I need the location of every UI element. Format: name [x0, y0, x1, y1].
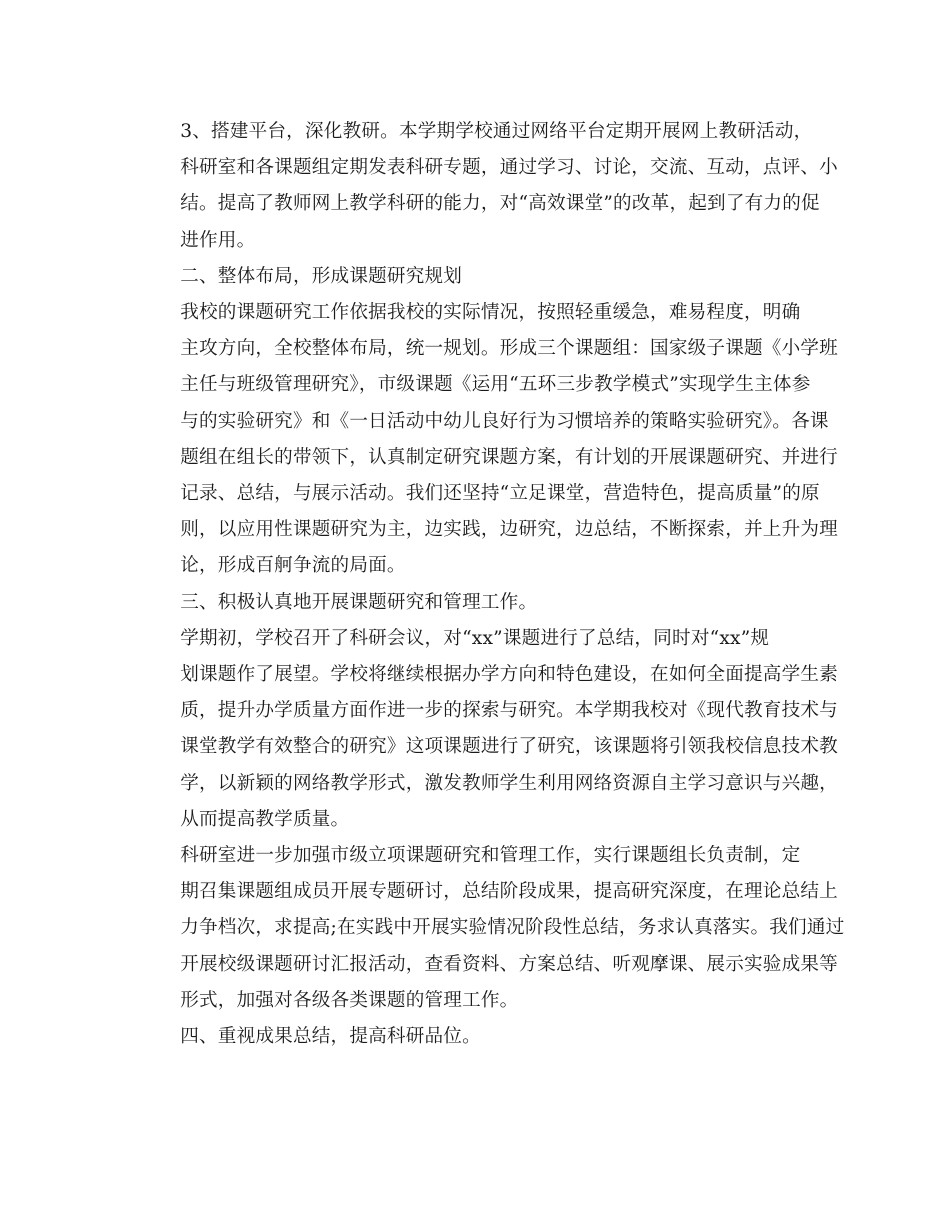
text-line: 划课题作了展望。学校将继续根据办学方向和特色建设，在如何全面提高学生素: [180, 664, 838, 686]
text-line: 与的实验研究》和《一日活动中幼儿良好行为习惯培养的策略实验研究》。各课: [180, 410, 829, 432]
document-body: [143, 114, 845, 1055]
text-line: 科研室和各课题组定期发表科研专题，通过学习、讨论，交流、互动，点评、小: [180, 157, 838, 179]
paragraph-research-planning: [143, 295, 838, 585]
text-line: 3、搭建平台，深化教研。本学期学校通过网络平台定期开展网上教研活动，: [180, 121, 813, 142]
paragraph-semester-start: [143, 621, 838, 838]
text-line: 形式，加强对各级各类课题的管理工作。: [180, 989, 519, 1011]
text-line: 学期初，学校召开了科研会议，对“xx”课题进行了总结，同时对“xx”规: [180, 627, 770, 649]
text-line: 从而提高教学质量。: [180, 808, 350, 830]
text-line: 学，以新颖的网络教学形式，激发教师学生利用网络资源自主学习意识与兴趣，: [180, 772, 838, 794]
paragraph-management: [143, 838, 845, 1019]
text-line: 课堂教学有效整合的研究》这项课题进行了研究，该课题将引领我校信息技术教: [180, 736, 838, 758]
text-line: 科研室进一步加强市级立项课题研究和管理工作，实行课题组长负责制，定: [180, 845, 801, 867]
heading-line: 三、积极认真地开展课题研究和管理工作。: [180, 591, 538, 613]
heading-line: 二、整体布局，形成课题研究规划: [180, 265, 463, 287]
text-line: 我校的课题研究工作依据我校的实际情况，按照轻重缓急，难易程度，明确: [180, 302, 801, 324]
text-line: 则，以应用性课题研究为主，边实践，边研究，边总结，不断探索，并上升为理: [180, 519, 838, 541]
text-line: 质，提升办学质量方面作进一步的探索与研究。本学期我校对《现代教育技术与: [180, 700, 838, 722]
section-heading-2: [143, 259, 807, 295]
text-line: 主任与班级管理研究》，市级课题《运用“五环三步教学模式”实现学生主体参: [180, 374, 811, 396]
text-line: 力争档次，求提高;在实践中开展实验情况阶段性总结，务求认真落实。我们通过: [180, 917, 845, 939]
text-line: 论，形成百舸争流的局面。: [180, 555, 406, 577]
text-line: 记录、总结，与展示活动。我们还坚持“立足课堂，营造特色，提高质量”的原: [180, 483, 820, 505]
heading-line: 四、重视成果总结，提高科研品位。: [180, 1026, 481, 1048]
text-line: 期召集课题组成员开展专题研讨，总结阶段成果，提高研究深度，在理论总结上: [180, 881, 838, 903]
text-line: 结。提高了教师网上教学科研的能力，对“高效课堂”的改革，起到了有力的促: [180, 193, 820, 215]
text-line: 题组在组长的带领下，认真制定研究课题方案，有计划的开展课题研究、并进行: [180, 446, 838, 468]
paragraph-platform-research: [143, 114, 838, 259]
text-line: 进作用。: [180, 229, 256, 251]
text-line: 主攻方向，全校整体布局，统一规划。形成三个课题组：国家级子课题《小学班: [180, 338, 838, 360]
text-line: 开展校级课题研讨汇报活动，查看资料、方案总结、听观摩课、展示实验成果等: [180, 953, 838, 975]
section-heading-3: [143, 585, 807, 621]
section-heading-4: [143, 1019, 807, 1055]
